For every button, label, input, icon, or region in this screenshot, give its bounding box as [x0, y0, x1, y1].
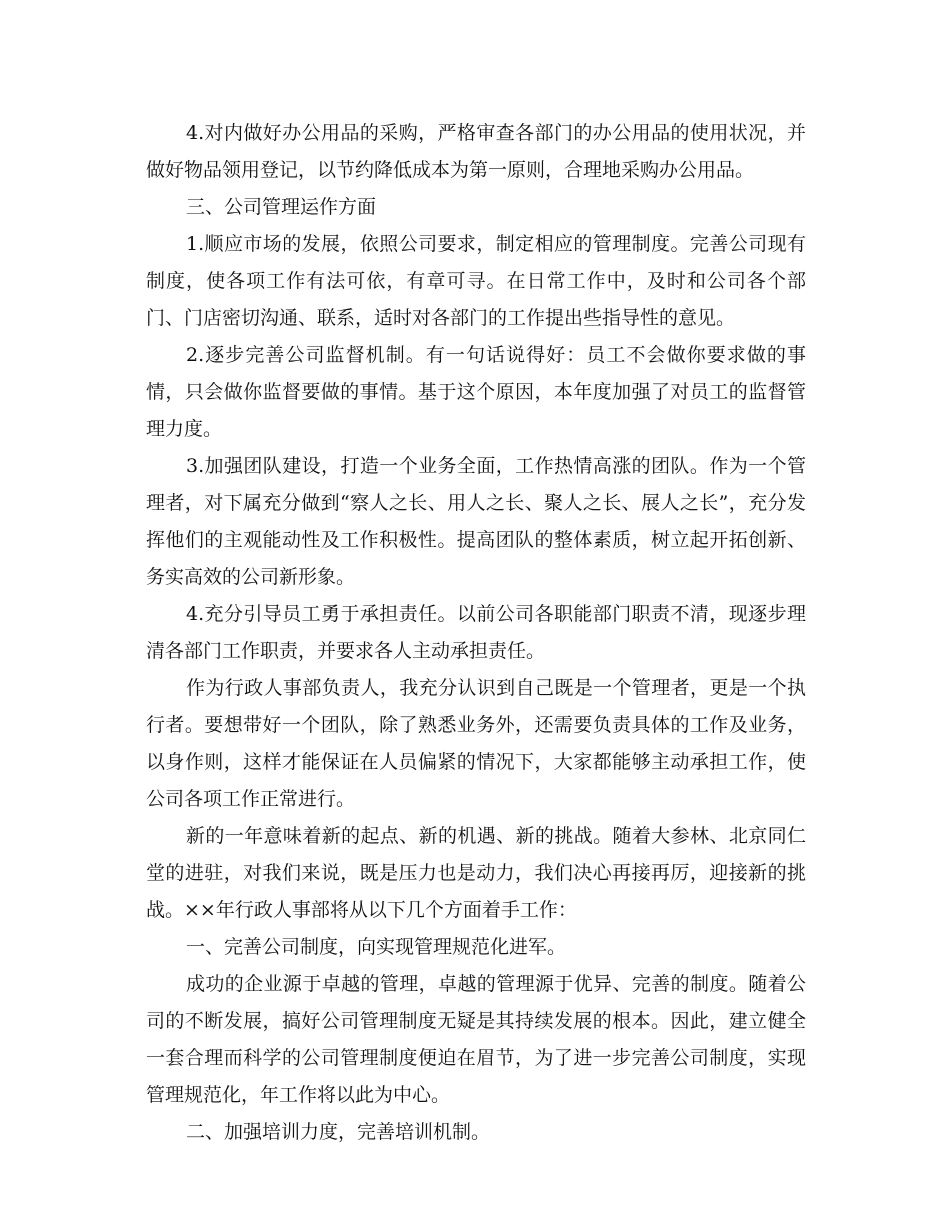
paragraph-office-supplies: 4.对内做好办公用品的采购，严格审查各部门的办公用品的使用状况，并做好物品领用登记，以节约降低成本为第一原则，合理地采购办公用品。: [146, 122, 806, 181]
section-heading-training: 二、加强培训力度，完善培训机制。: [186, 1121, 491, 1143]
paragraph-supervision: 2.逐步完善公司监督机制。有一句话说得好：员工不会做你要求做的事情，只会做你监督要做的事情。基于这个原因，本年度加强了对员工的监督管理力度。: [146, 344, 806, 440]
document-body: [146, 115, 806, 1151]
section-heading-regulations: 一、完善公司制度，向实现管理规范化进军。: [186, 936, 567, 958]
section-heading-management: 三、公司管理运作方面: [186, 196, 377, 218]
paragraph-management-system: 1.顺应市场的发展，依照公司要求，制定相应的管理制度。完善公司现有制度，使各项工作有法可依，有章可寻。在日常工作中，及时和公司各个部门、门店密切沟通、联系，适时对各部门的工作提出些指导性的意见。: [146, 233, 806, 329]
paragraph-department-head: 作为行政人事部负责人，我充分认识到自己既是一个管理者，更是一个执行者。要想带好一个团队，除了熟悉业务外，还需要负责具体的工作及业务，以身作则，这样才能保证在人员偏紧的情况下，大家都能够主动承担工作，使公司各项工作正常进行。: [146, 677, 806, 810]
paragraph-new-year: 新的一年意味着新的起点、新的机遇、新的挑战。随着大参林、北京同仁堂的进驻，对我们来说，既是压力也是动力，我们决心再接再厉，迎接新的挑战。××年行政人事部将从以下几个方面着手工作：: [146, 825, 806, 921]
paragraph-responsibility: 4.充分引导员工勇于承担责任。以前公司各职能部门职责不清，现逐步理清各部门工作职责，并要求各人主动承担责任。: [146, 603, 806, 662]
paragraph-enterprise-management: 成功的企业源于卓越的管理，卓越的管理源于优异、完善的制度。随着公司的不断发展，搞好公司管理制度无疑是其持续发展的根本。因此，建立健全一套合理而科学的公司管理制度便迫在眉节，为了进一步完善公司制度，实现管理规范化，年工作将以此为中心。: [146, 973, 806, 1106]
paragraph-team-building: 3.加强团队建设，打造一个业务全面，工作热情高涨的团队。作为一个管理者，对下属充分做到“察人之长、用人之长、聚人之长、展人之长”，充分发挥他们的主观能动性及工作积极性。提高团队的整体素质，树立起开拓创新、务实高效的公司新形象。: [146, 455, 806, 588]
